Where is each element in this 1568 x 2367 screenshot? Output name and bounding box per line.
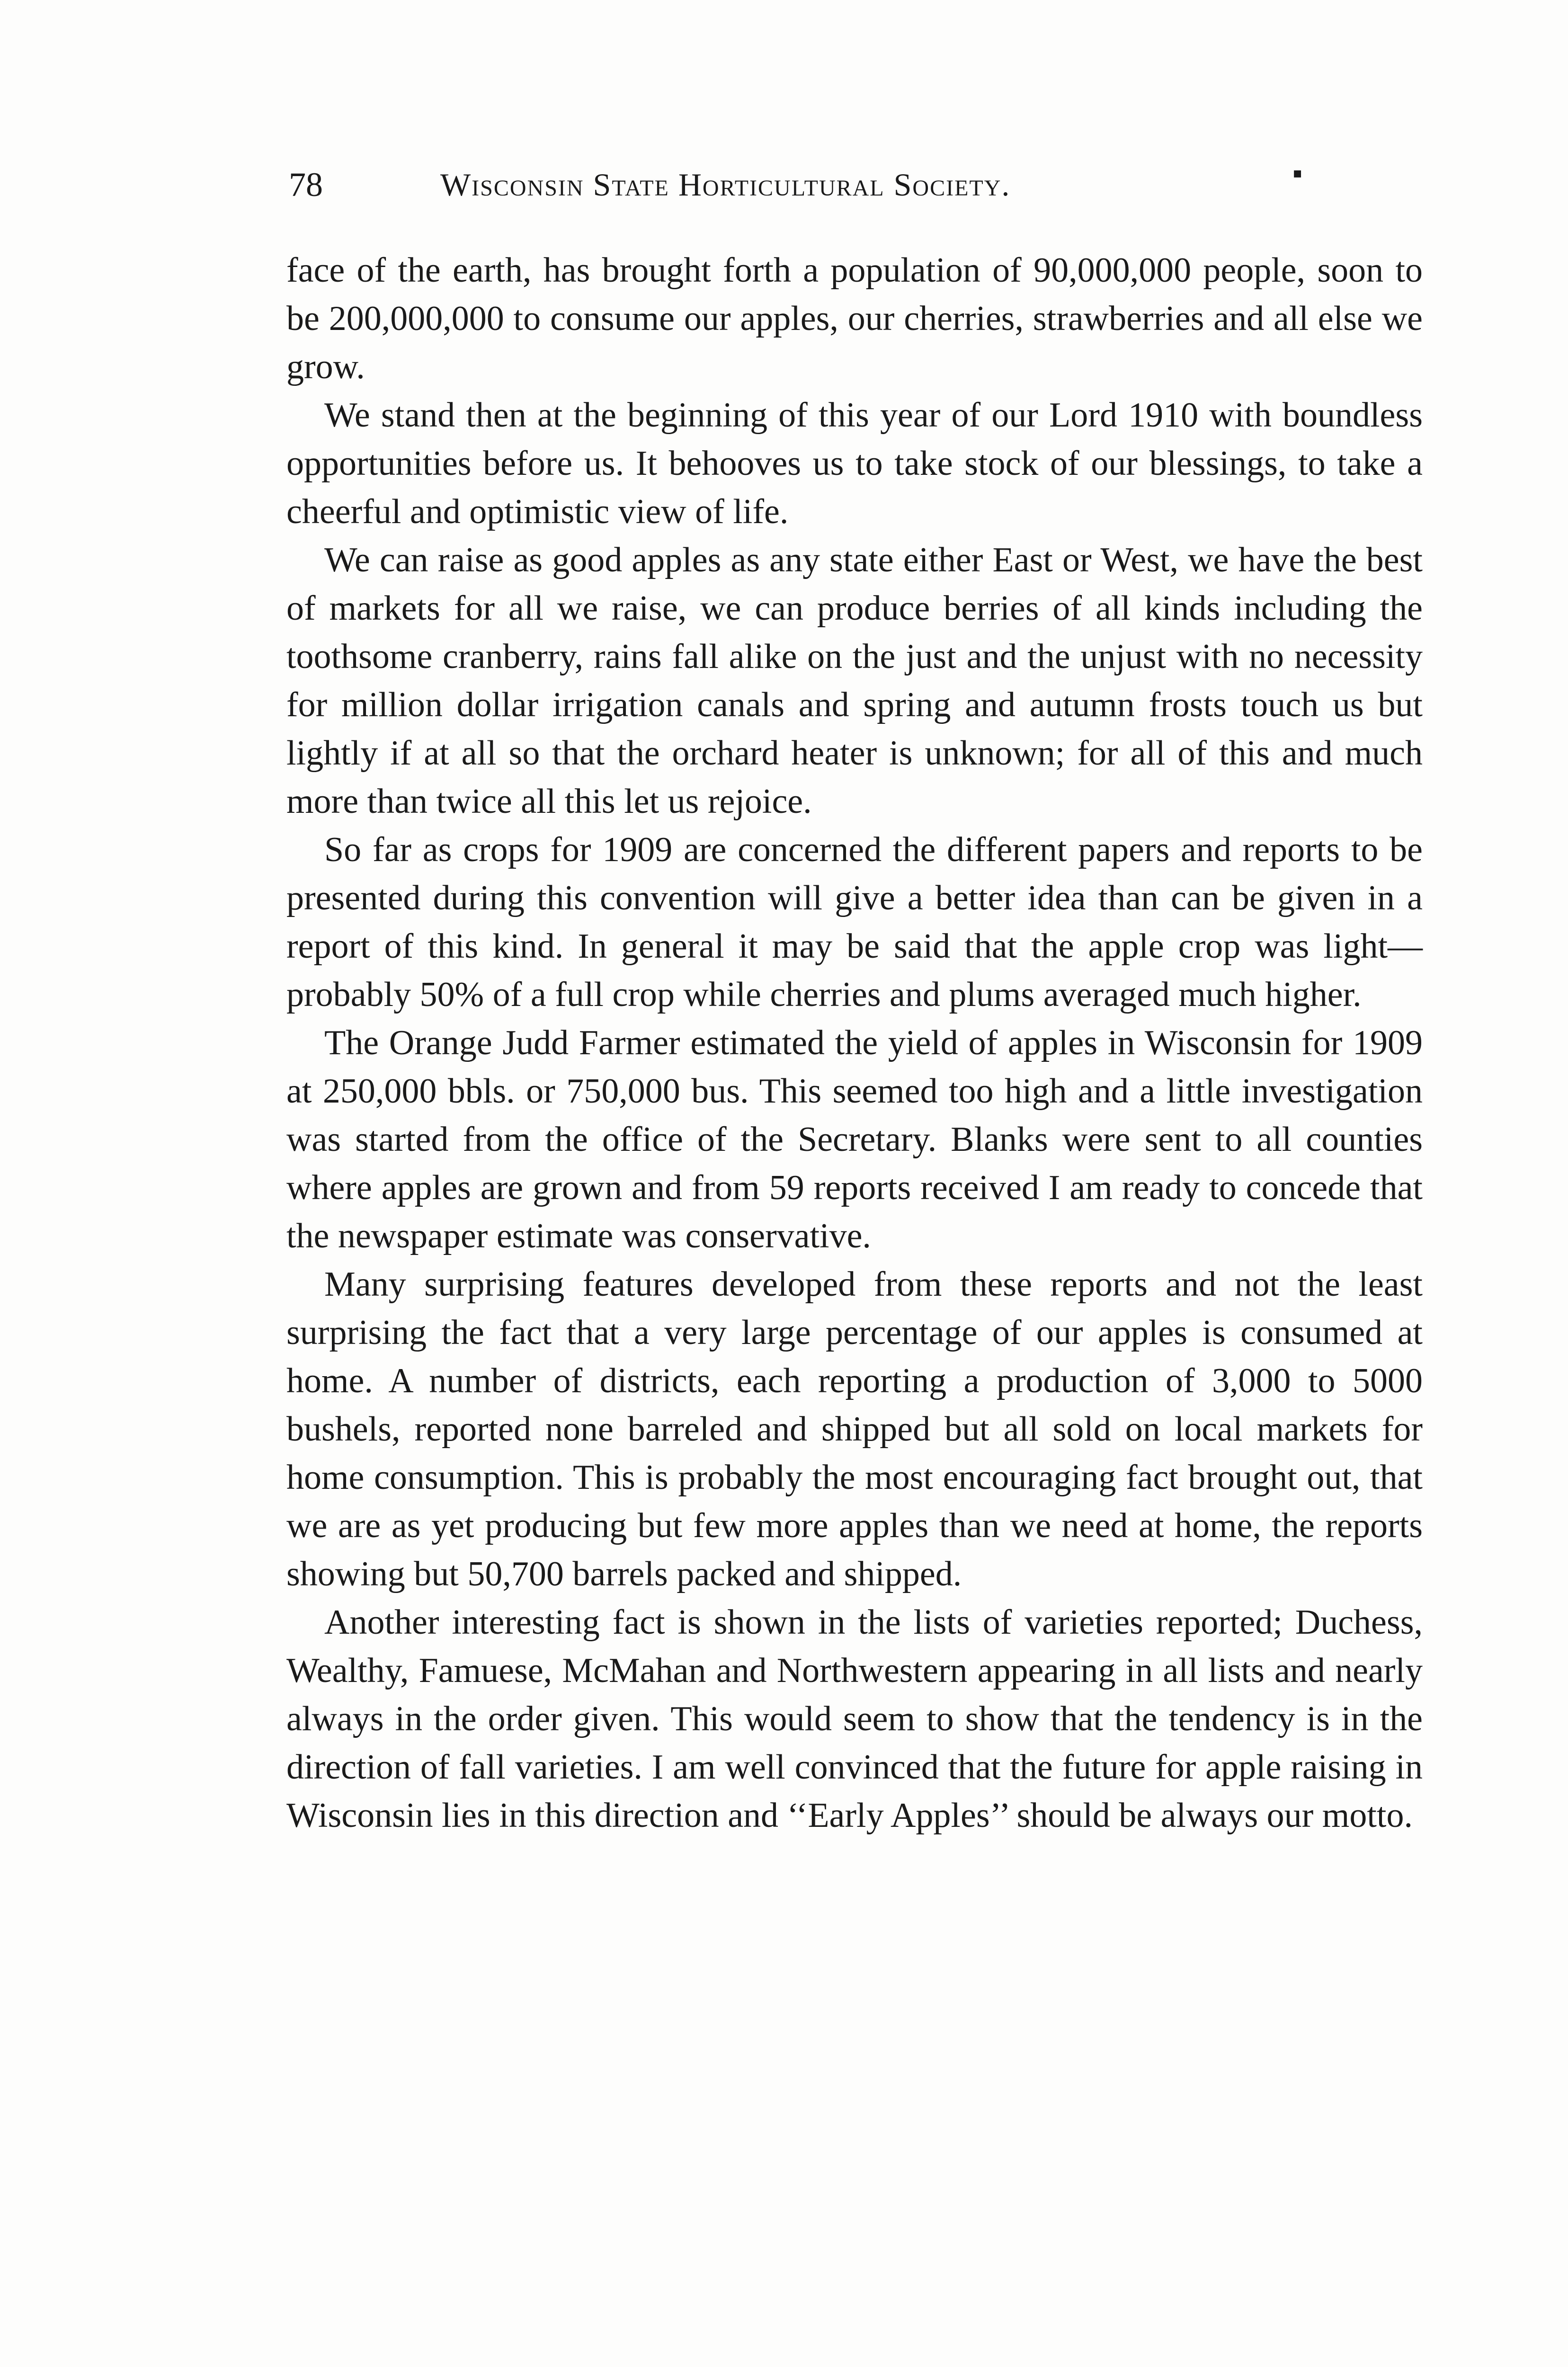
header-mark: ▪ [1292, 158, 1303, 189]
paragraph: We stand then at the beginning of this year of our Lord 1910 with boundless opportunities before us. It behooves us to take stock of our blessings, to take a cheerful and optimistic view of life. [286, 396, 1423, 531]
paragraph: The Orange Judd Farmer estimated the yield of apples in Wisconsin for 1909 at 250,000 bbls. or 750,000 bus. This seemed too high and a little investigation was started from the office of the Secretary. Blanks were sent to all counties where apples are grown and from 59 reports received I am ready to concede that the newspaper estimate was conservative. [286, 1023, 1423, 1255]
page-header [289, 156, 1416, 213]
paragraph: Many surprising features developed from these reports and not the least surprising the fact that a very large percentage of our apples is consumed at home. A number of districts, each reporting a production of 3,000 to 5000 bushels, reported none barreled and shipped but all sold on local markets for home consumption. This is probably the most encouraging fact brought out, that we are as yet producing but few more apples than we need at home, the reports showing but 50,700 barrels packed and shipped. [286, 1265, 1423, 1593]
body-text [286, 246, 1423, 1840]
paragraph: So far as crops for 1909 are concerned the different papers and reports to be presented during this convention will give a better idea than can be given in a report of this kind. In general it may be said that the apple crop was light—probably 50% of a full crop while cherries and plums averaged much higher. [286, 830, 1423, 1014]
paragraph: We can raise as good apples as any state either East or West, we have the best of markets for all we raise, we can produce berries of all kinds including the toothsome cranberry, rains fall alike on the just and the unjust with no necessity for million dollar irrigation canals and spring and autumn frosts touch us but lightly if at all so that the orchard heater is unknown; for all of this and much more than twice all this let us rejoice. [286, 541, 1423, 821]
paragraph: Another interesting fact is shown in the lists of varieties reported; Duchess, Wealthy, Famuese, McMahan and Northwestern appearing in all lists and nearly always in the order given. This would seem to show that the tendency is in the direction of fall varieties. I am well convinced that the future for apple raising in Wisconsin lies in this direction and ‘‘Early Apples’’ should be always our motto. [286, 1603, 1423, 1835]
paragraph: face of the earth, has brought forth a population of 90,000,000 people, soon to be 200,000,000 to consume our apples, our cherries, strawberries and all else we grow. [286, 251, 1423, 386]
page-number: 78 [289, 166, 323, 204]
running-title: Wisconsin State Horticultural Society. [440, 167, 1011, 203]
